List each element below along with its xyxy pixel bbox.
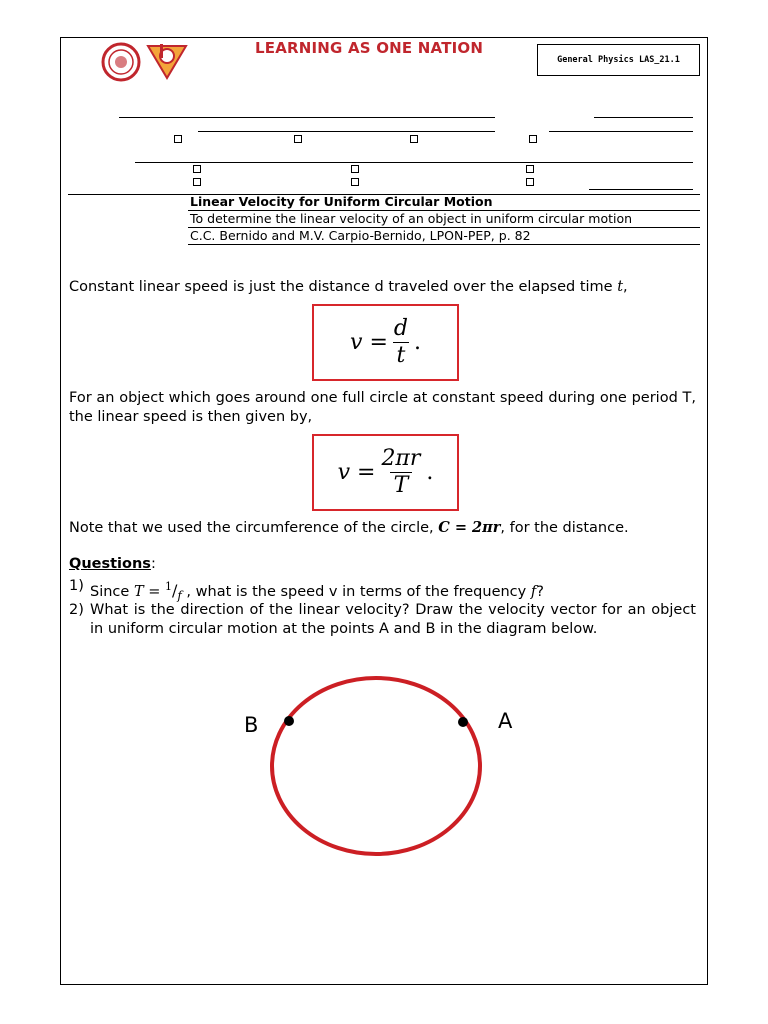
activity-reference: C.C. Bernido and M.V. Carpio-Bernido, LPON-PEP, p. 82	[190, 228, 531, 243]
formula-box-circle-speed	[312, 434, 459, 511]
formula-numerator: 2πr	[381, 446, 421, 471]
question-1: 1) Since $T = ^1/_f$ , what is the speed v in terms of the frequency f?	[69, 578, 544, 603]
checkbox[interactable]	[410, 135, 418, 143]
paragraph-period: For an object which goes around one full circle at constant speed during one period T, the linear speed is then given by,	[69, 390, 696, 425]
checkbox[interactable]	[526, 178, 534, 186]
paragraph-speed: Constant linear speed is just the distance d traveled over the elapsed time t,	[69, 279, 628, 295]
form-line	[549, 131, 693, 132]
deped-logo	[144, 40, 190, 80]
header-title: LEARNING AS ONE NATION	[255, 39, 484, 57]
school-seal-logo	[98, 42, 144, 82]
formula-end: .	[413, 330, 421, 355]
point-a-label: A	[498, 709, 513, 733]
activity-title: Linear Velocity for Uniform Circular Motion	[190, 194, 493, 209]
form-line	[594, 117, 693, 118]
formula-lhs: v =	[350, 330, 388, 355]
formula-denominator: t	[393, 342, 410, 368]
form-line	[198, 131, 495, 132]
formula-denominator: T	[390, 472, 413, 498]
formula-end: .	[426, 460, 434, 485]
circle-diagram	[230, 670, 530, 870]
formula-box-speed	[312, 304, 459, 381]
formula-fraction	[377, 447, 424, 498]
question-2: 2) What is the direction of the linear velocity? Draw the velocity vector for an object in uniform circular motion at the points A and B in the diagram below.	[69, 602, 696, 637]
point-b-label: B	[244, 713, 259, 737]
paragraph-circumference: Note that we used the circumference of the circle, C = 2πr, for the distance.	[69, 519, 629, 536]
checkbox[interactable]	[529, 135, 537, 143]
form-line	[589, 189, 693, 190]
form-line	[135, 162, 693, 163]
formula-fraction	[390, 317, 412, 368]
formula-numerator: d	[393, 316, 408, 341]
checkbox[interactable]	[193, 178, 201, 186]
checkbox[interactable]	[351, 178, 359, 186]
point-a-dot	[458, 717, 468, 727]
activity-objective: To determine the linear velocity of an object in uniform circular motion	[190, 211, 633, 226]
checkbox[interactable]	[193, 165, 201, 173]
questions-heading: Questions:	[69, 556, 156, 572]
formula-lhs: v =	[337, 460, 376, 485]
point-b-dot	[284, 716, 294, 726]
form-line	[119, 117, 495, 118]
table-rule	[188, 244, 700, 245]
checkbox[interactable]	[174, 135, 182, 143]
course-code-box: General Physics LAS_21.1	[537, 44, 700, 76]
checkbox[interactable]	[526, 165, 534, 173]
checkbox[interactable]	[294, 135, 302, 143]
checkbox[interactable]	[351, 165, 359, 173]
